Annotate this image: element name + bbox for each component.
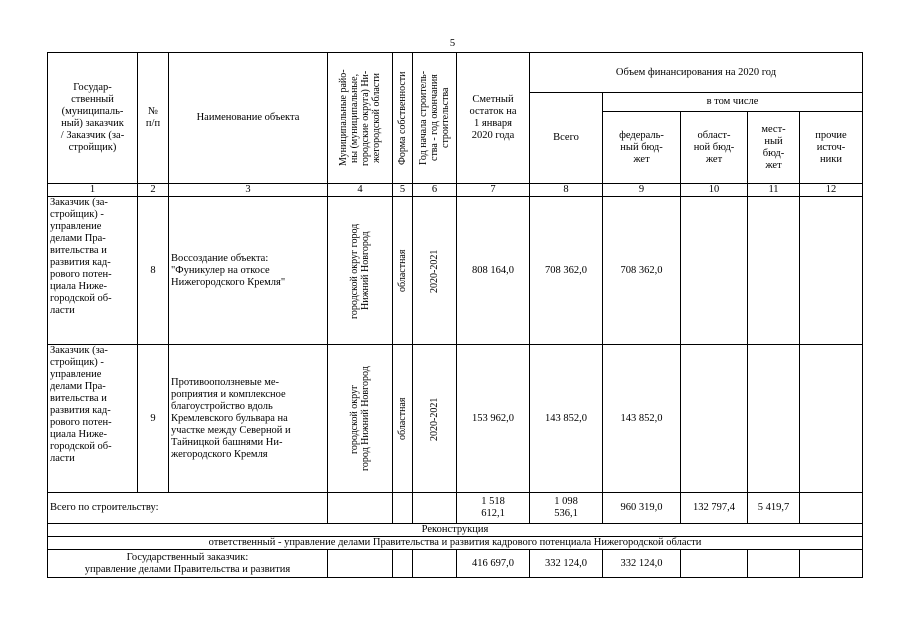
ownership-text: областная xyxy=(397,397,408,440)
years-text: 2020-2021 xyxy=(429,396,440,441)
years-cell xyxy=(413,345,457,493)
header-years: Год начала строитель- ства - год окончания строительства xyxy=(418,70,451,166)
other-value xyxy=(800,197,863,345)
total-local: 5 419,7 xyxy=(748,493,800,524)
municipality-cell xyxy=(328,345,393,493)
municipality-text: городской округ город Нижний Новгород xyxy=(349,222,371,319)
row-number: 9 xyxy=(138,345,169,493)
ownership-cell xyxy=(393,197,413,345)
column-number: 2 xyxy=(138,184,169,197)
column-number: 8 xyxy=(530,184,603,197)
total-regional: 132 797,4 xyxy=(681,493,748,524)
header-ownership-cell xyxy=(393,53,413,184)
ownership-text: областная xyxy=(397,249,408,292)
header-customer: Государ- ственный (муниципаль- ный) заказчик / Заказчик (за- стройщик) xyxy=(48,53,138,184)
federal-value: 708 362,0 xyxy=(603,197,681,345)
other-value xyxy=(800,345,863,493)
column-number: 7 xyxy=(457,184,530,197)
header-ownership: Форма собственности xyxy=(397,71,408,165)
empty-cell xyxy=(328,493,393,524)
header-total: Всего xyxy=(530,93,603,184)
row-number: 8 xyxy=(138,197,169,345)
customer-cell: Заказчик (за- стройщик) - управление делами Пра- вительства и развития кад- рового потен- циала Ниже- городской об- ласти xyxy=(48,345,138,493)
total-label: Всего по строительству: xyxy=(48,493,328,524)
header-including: в том числе xyxy=(603,93,863,112)
header-municipality-cell xyxy=(328,53,393,184)
column-number: 9 xyxy=(603,184,681,197)
years-text: 2020-2021 xyxy=(429,248,440,293)
remainder-value: 416 697,0 xyxy=(457,550,530,578)
empty-cell xyxy=(413,550,457,578)
column-number: 3 xyxy=(169,184,328,197)
empty-cell xyxy=(748,550,800,578)
empty-cell xyxy=(800,550,863,578)
total-value: 143 852,0 xyxy=(530,345,603,493)
section-reconstruction: Реконструкция xyxy=(48,524,863,537)
empty-cell xyxy=(393,550,413,578)
table-row xyxy=(48,345,863,493)
federal-value: 143 852,0 xyxy=(603,345,681,493)
column-numbers-row xyxy=(48,184,863,197)
years-cell xyxy=(413,197,457,345)
header-local: мест- ный бюд- жет xyxy=(748,112,800,184)
table-row xyxy=(48,197,863,345)
financing-table xyxy=(47,52,863,578)
column-number: 5 xyxy=(393,184,413,197)
municipality-cell xyxy=(328,197,393,345)
remainder-value: 808 164,0 xyxy=(457,197,530,345)
local-value xyxy=(748,345,800,493)
regional-value xyxy=(681,345,748,493)
object-name: Воссоздание объекта: "Фуникулер на откосе Нижегородского Кремля" xyxy=(169,197,328,345)
municipality-text: городской округ город Нижний Новгород xyxy=(349,366,371,471)
total-remainder: 1 518 612,1 xyxy=(457,493,530,524)
column-number: 10 xyxy=(681,184,748,197)
header-object-name: Наименование объекта xyxy=(169,53,328,184)
customer-cell: Заказчик (за- стройщик) - управление делами Пра- вительства и развития кад- рового потен- циала Ниже- городской об- ласти xyxy=(48,197,138,345)
column-number: 6 xyxy=(413,184,457,197)
empty-cell xyxy=(328,550,393,578)
header-other: прочие источ- ники xyxy=(800,112,863,184)
header-number: № п/п xyxy=(138,53,169,184)
total-other xyxy=(800,493,863,524)
header-years-cell xyxy=(413,53,457,184)
local-value xyxy=(748,197,800,345)
header-regional: област- ной бюд- жет xyxy=(681,112,748,184)
column-number: 12 xyxy=(800,184,863,197)
empty-cell xyxy=(393,493,413,524)
remainder-value: 153 962,0 xyxy=(457,345,530,493)
header-federal: федераль- ный бюд- жет xyxy=(603,112,681,184)
total-total: 1 098 536,1 xyxy=(530,493,603,524)
header-municipality: Муниципальные райо- ны (муниципальные, городские округа) Ни- жегородской области xyxy=(338,69,382,167)
regional-value xyxy=(681,197,748,345)
header-estimate-remainder: Сметный остаток на 1 января 2020 года xyxy=(457,53,530,184)
page-number: 5 xyxy=(449,38,456,49)
ownership-cell xyxy=(393,345,413,493)
object-name: Противооползневые ме- роприятия и комплексное благоустройство вдоль Кремлевского бульвара на участке между Северной и Тайницкой башнями Ни- жегородского Кремля xyxy=(169,345,328,493)
empty-cell xyxy=(413,493,457,524)
header-funding-title: Объем финансирования на 2020 год xyxy=(530,53,863,93)
state-customer-label: Государственный заказчик: управление делами Правительства и развития xyxy=(48,550,328,578)
column-number: 1 xyxy=(48,184,138,197)
table-row xyxy=(48,550,863,578)
total-value: 708 362,0 xyxy=(530,197,603,345)
column-number: 4 xyxy=(328,184,393,197)
empty-cell xyxy=(681,550,748,578)
total-row xyxy=(48,493,863,524)
federal-value: 332 124,0 xyxy=(603,550,681,578)
column-number: 11 xyxy=(748,184,800,197)
responsible-line: ответственный - управление делами Правительства и развития кадрового потенциала Нижегородской области xyxy=(48,537,863,550)
total-federal: 960 319,0 xyxy=(603,493,681,524)
total-value: 332 124,0 xyxy=(530,550,603,578)
